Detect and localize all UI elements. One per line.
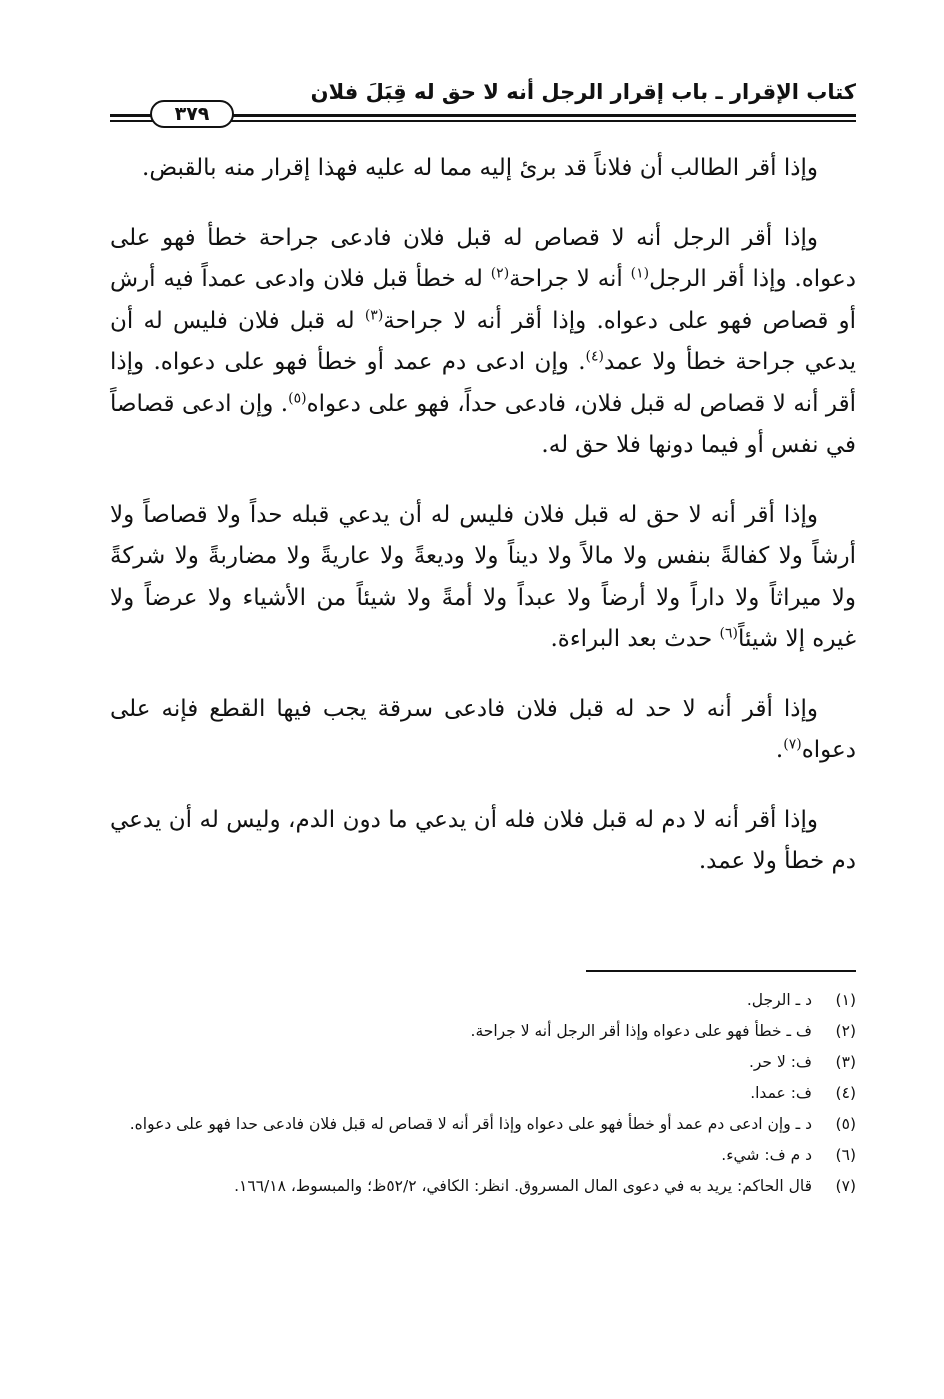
paragraph-text: . وإن ادعى دم عمد أو خطأ فهو على دعواه. وإذا أقر أنه لا قصاص له قبل فلان، فادعى حداً، فهو على دعواه	[110, 349, 856, 417]
main-text	[110, 148, 856, 911]
footnote	[110, 1109, 856, 1140]
footnote	[110, 1140, 856, 1171]
footnote-text: د ـ وإن ادعى دم عمد أو خطأ فهو على دعواه وإذا أقر أنه لا قصاص له قبل فلان فادعى حدا فهو على دعواه.	[129, 1115, 812, 1133]
footnote-number: (٤)	[835, 1084, 856, 1102]
paragraph-text: له قبل فلان فليس له أن يدعي جراحة خطأ ولا عمد	[110, 307, 856, 375]
paragraph-text: . وإن ادعى قصاصاً في نفس أو فيما دونها فلا حق له.	[110, 390, 856, 458]
footnote	[110, 1016, 856, 1047]
footnote-divider	[586, 970, 856, 972]
paragraph-text: وإذا أقر الطالب أن فلاناً قد برئ إليه مما له عليه فهذا إقرار منه بالقبض.	[142, 155, 818, 181]
footnote-number: (٢)	[835, 1022, 856, 1040]
paragraph-text: وإذا أقر أنه لا حق له قبل فلان فليس له أن يدعي قبله حداً ولا قصاصاً ولا أرشاً ولا كفالةً بنفس ولا مالاً ولا ديناً ولا وديعةً ولا عاريةً ولا مضاربةً ولا شركةً ولا ميراثاً ولا داراً ولا أرضاً ولا عبداً ولا أمةً ولا شيئاً من الأشياء ولا عرضاً ولا غيره إلا شيئاً	[110, 501, 856, 652]
paragraph-text: له خطأ قبل فلان وادعى عمداً فيه أرش أو قصاص فهو على دعواه. وإذا أقر أنه لا جراحة	[110, 266, 856, 334]
footnote-number: (٣)	[835, 1053, 856, 1071]
footnote-text: ف ـ خطأ فهو على دعواه وإذا أقر الرجل أنه لا جراحة.	[470, 1022, 812, 1040]
footnote	[110, 985, 856, 1016]
page-header	[110, 78, 856, 128]
footnote-reference: (٥)	[288, 389, 307, 406]
paragraph-text: .	[775, 737, 784, 763]
footnote-reference: (٢)	[490, 265, 510, 282]
footnote-text: د ـ الرجل.	[746, 991, 812, 1009]
footnote-text: ف: لا حر.	[748, 1053, 812, 1071]
footnote-reference: (٦)	[719, 625, 738, 642]
footnote-text: ف: عمدا.	[750, 1084, 812, 1102]
paragraph	[110, 800, 856, 883]
paragraph-text: وإذا أقر الرجل أنه لا قصاص له قبل فلان فادعى جراحة خطأ فهو على دعواه. وإذا أقر الرجل	[110, 224, 856, 292]
footnotes	[110, 985, 856, 1202]
footnote	[110, 1047, 856, 1078]
running-title: كتاب الإقرار ـ باب إقرار الرجل أنه لا حق له قِبَلَ فلان	[310, 80, 856, 104]
footnote	[110, 1078, 856, 1109]
footnote	[110, 1171, 856, 1202]
footnote-reference: (١)	[630, 265, 650, 282]
page-number: ٣٧٩	[150, 100, 234, 128]
paragraph-text: حدث بعد البراءة.	[550, 626, 720, 652]
paragraph-text: أنه لا جراحة	[509, 266, 631, 292]
paragraph	[110, 689, 856, 772]
footnote-number: (٧)	[835, 1177, 856, 1195]
footnote-number: (٥)	[835, 1115, 856, 1133]
footnote-reference: (٤)	[585, 348, 604, 365]
footnote-text: قال الحاكم: يريد به في دعوى المال المسروق. انظر: الكافي، ٥٢/٢ظ؛ والمبسوط، ١٦٦/١٨.	[234, 1177, 812, 1195]
paragraph-text: وإذا أقر أنه لا حد له قبل فلان فادعى سرقة يجب فيها القطع فإنه على دعواه	[110, 695, 856, 763]
footnote-reference: (٣)	[364, 306, 384, 323]
paragraph	[110, 495, 856, 661]
paragraph	[110, 218, 856, 467]
footnote-reference: (٧)	[783, 736, 802, 753]
footnote-number: (١)	[835, 991, 856, 1009]
footnote-text: د م ف: شيء.	[721, 1146, 812, 1164]
footnote-number: (٦)	[835, 1146, 856, 1164]
paragraph-text: وإذا أقر أنه لا دم له قبل فلان فله أن يدعي ما دون الدم، وليس له أن يدعي دم خطأ ولا عمد.	[110, 806, 856, 874]
paragraph	[110, 148, 856, 190]
